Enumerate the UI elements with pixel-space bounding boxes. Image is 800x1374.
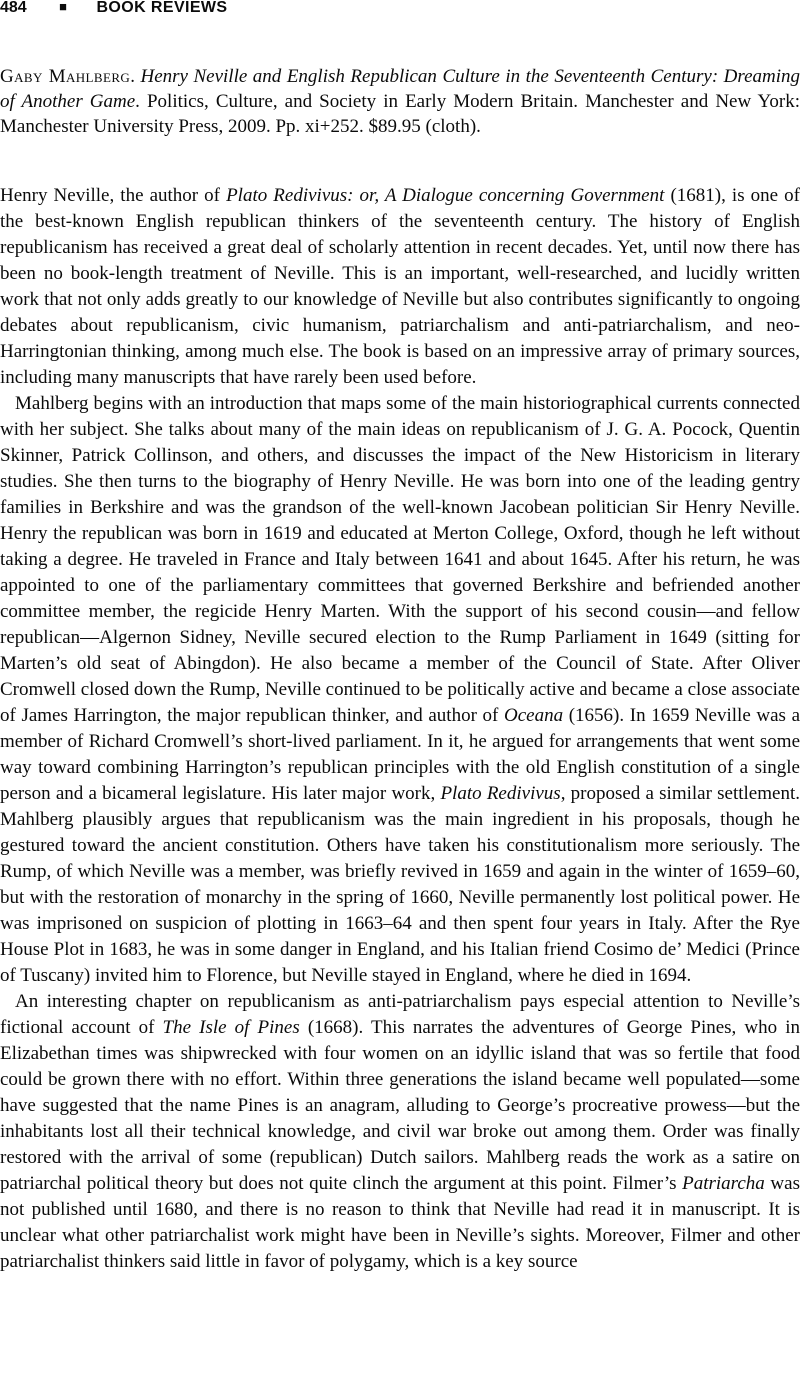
square-separator-icon: ■ [59, 0, 68, 14]
review-paragraph-3: An interesting chapter on republicanism as anti-patriarchalism pays especial attention to Neville’s fictional account of The Isle of Pines (1668). This narrates the adventures of George Pines, who in Elizabethan times was shipwrecked with four women on an idyllic island that was so fertile that food could be grown there with no effort. Within three generations the island became well populated—some have suggested that the name Pines is an anagram, alluding to George’s procreative prowess—but the inhabitants lost all their technical knowledge, and civil war broke out among them. Order was finally restored with the arrival of some (republican) Dutch sailors. Mahlberg reads the work as a satire on patriarchal political theory but does not quite clinch the argument at this point. Filmer’s Patriarcha was not published until 1680, and there is no reason to think that Neville had read it in manuscript. It is unclear what other patriarchalist work might have been in Neville’s sights. Moreover, Filmer and other patriarchalist thinkers said little in favor of polygamy, which is a key source [0, 991, 800, 1272]
section-title: BOOK REVIEWS [96, 0, 228, 16]
review-paragraph-1: Henry Neville, the author of Plato Redivivus: or, A Dialogue concerning Government (1681), is one of the best-known English republican thinkers of the seventeenth century. The history of English republicanism has received a great deal of scholarly attention in recent decades. Yet, until now there has been no book-length treatment of Neville. This is an important, well-researched, and lucidly written work that not only adds greatly to our knowledge of Neville but also contributes significantly to ongoing debates about republicanism, civic humanism, patriarchalism and anti-patriarchalism, and neo-Harringtonian thinking, among much else. The book is based on an impressive array of primary sources, including many manuscripts that have rarely been used before. [0, 185, 800, 388]
page-number: 484 [0, 0, 27, 16]
running-head [0, 0, 800, 15]
book-citation: Gaby Mahlberg. Henry Neville and English Republican Culture in the Seventeenth Century: Dreaming of Another Game. Politics, Culture, and Society in Early Modern Britain. Manchester and New York: Manchester University Press, 2009. Pp. xi+252. $89.95 (cloth). [0, 66, 800, 137]
review-body [0, 183, 800, 1275]
review-paragraph-2: Mahlberg begins with an introduction that maps some of the main historiographical currents connected with her subject. She talks about many of the main ideas on republicanism of J. G. A. Pocock, Quentin Skinner, Patrick Collinson, and others, and discusses the impact of the New Historicism in literary studies. She then turns to the biography of Henry Neville. He was born into one of the leading gentry families in Berkshire and was the grandson of the well-known Jacobean politician Sir Henry Neville. Henry the republican was born in 1619 and educated at Merton College, Oxford, though he left without taking a degree. He traveled in France and Italy between 1641 and about 1645. After his return, he was appointed to one of the parliamentary committees that governed Berkshire and befriended another committee member, the regicide Henry Marten. With the support of his second cousin—and fellow republican—Algernon Sidney, Neville secured election to the Rump Parliament in 1649 (sitting for Marten’s old seat of Abingdon). He also became a member of the Council of State. After Oliver Cromwell closed down the Rump, Neville continued to be politically active and became a close associate of James Harrington, the major republican thinker, and author of Oceana (1656). In 1659 Neville was a member of Richard Cromwell’s short-lived parliament. In it, he argued for arrangements that went some way toward combining Harrington’s republican principles with the old English constitution of a single person and a bicameral legislature. His later major work, Plato Redivivus, proposed a similar settlement. Mahlberg plausibly argues that republicanism was the main ingredient in his proposals, though he gestured toward the ancient constitution. Others have taken his constitutionalism more seriously. The Rump, of which Neville was a member, was briefly revived in 1659 and again in the winter of 1659–60, but with the restoration of monarchy in the spring of 1660, Neville permanently lost political power. He was imprisoned on suspicion of plotting in 1663–64 and then spent four years in Italy. After the Rye House Plot in 1683, he was in some danger in England, and his Italian friend Cosimo de’ Medici (Prince of Tuscany) invited him to Florence, but Neville stayed in England, where he died in 1694. [0, 393, 800, 986]
